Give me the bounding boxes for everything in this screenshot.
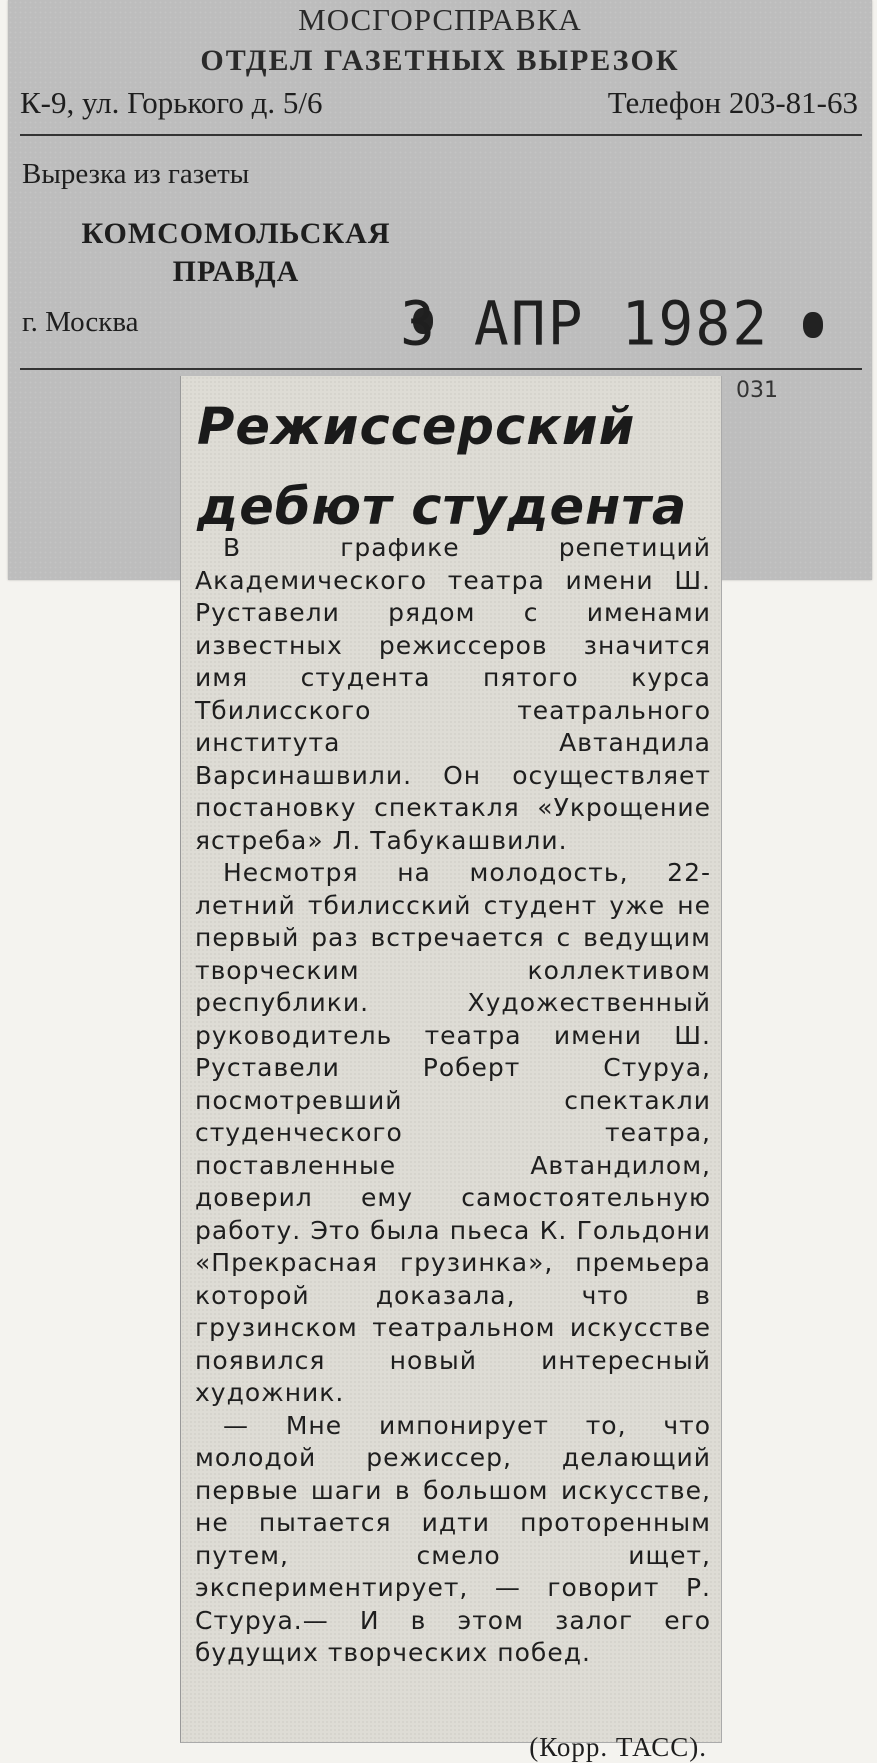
date-stamp: 3 АПР 1982	[400, 288, 770, 360]
article-body	[195, 532, 711, 1670]
article-byline: (Корр. ТАСС).	[529, 1732, 707, 1762]
headline-line-1: Режиссерский	[197, 398, 636, 457]
agency-phone: Телефон 203-81-63	[607, 85, 858, 120]
article-headline	[197, 388, 712, 548]
slip-divider	[20, 368, 862, 370]
stamp-ink-blot	[803, 312, 823, 338]
clipping-label: Вырезка из газеты	[22, 158, 250, 190]
department-name: ОТДЕЛ ГАЗЕТНЫХ ВЫРЕЗОК	[200, 44, 680, 77]
newspaper-name	[56, 215, 416, 291]
newspaper-name-line-1: КОМСОМОЛЬСКАЯ	[81, 217, 391, 250]
agency-name: МОСГОРСПРАВКА	[298, 2, 582, 37]
article-paragraph: В графике репетиций Академического театра имени Ш. Руставели рядом с именами известных режиссеров значится имя студента пятого курса Тбилисского театрального института Автандила Варсинашвили. Он осуществляет постановку спектакля «Укрощение ястреба» Л. Табукашвили.	[195, 533, 711, 855]
headline-line-2: дебют студента	[197, 478, 688, 537]
newspaper-clipping	[180, 376, 722, 1762]
header-divider	[20, 134, 862, 136]
article-paragraph: Несмотря на молодость, 22-летний тбилисский студент уже не первый раз встречается с ведущим творческим коллективом республики. Художественный руководитель театра имени Ш. Руставели Роберт Стуруа, посмотревший спектакли студенческого театра, поставленные Автандилом, доверил ему самостоятельную работу. Это была пьеса К. Гольдони «Прекрасная грузинка», премьера которой доказала, что в грузинском театральном искусстве появился новый интересный художник.	[195, 858, 711, 1407]
newspaper-name-line-2: ПРАВДА	[172, 255, 300, 288]
article-paragraph: — Мне импонирует то, что молодой режиссер, делающий первые шаги в большом искусстве, не пытается идти проторенным путем, смело ищет, экспериментирует, — говорит Р. Стуруа.— И в этом залог его будущих творческих побед.	[195, 1410, 711, 1667]
agency-address: К-9, ул. Горького д. 5/6	[20, 85, 323, 120]
newspaper-city: г. Москва	[22, 306, 139, 338]
stamp-code: 031	[736, 378, 778, 403]
